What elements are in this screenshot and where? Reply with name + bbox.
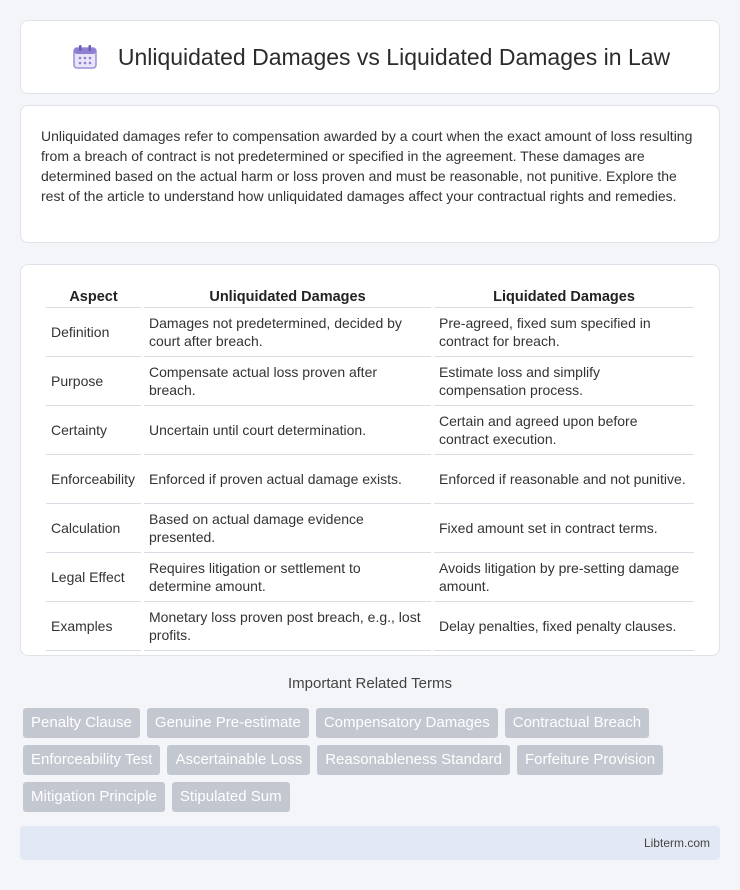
header-unliquidated: Unliquidated Damages xyxy=(144,283,431,308)
tag-enforceability-test[interactable]: Enforceability Test xyxy=(23,745,160,775)
footer xyxy=(20,826,720,860)
intro-text: Unliquidated damages refer to compensation awarded by a court when the exact amount of loss resulting from a breach of contract is not predetermined or specified in the agreement. These damages are determined based on the actual harm or loss proven and must be reasonable, not punitive. Explore the rest of the article to understand how unliquidated damages affect your contractual rights and remedies. xyxy=(41,128,693,204)
unliquidated-cell: Based on actual damage evidence presented. xyxy=(144,504,431,553)
liquidated-cell: Pre-agreed, fixed sum specified in contract for breach. xyxy=(434,308,694,357)
table-row xyxy=(46,602,694,651)
unliquidated-cell: Uncertain until court determination. xyxy=(144,406,431,455)
tag-compensatory-damages[interactable]: Compensatory Damages xyxy=(316,708,498,738)
calendar-icon xyxy=(70,42,100,72)
related-terms-tags xyxy=(23,708,723,812)
page-title: Unliquidated Damages vs Liquidated Damages in Law xyxy=(117,43,671,70)
liquidated-cell: Certain and agreed upon before contract execution. xyxy=(434,406,694,455)
unliquidated-cell: Compensate actual loss proven after breach. xyxy=(144,357,431,406)
aspect-cell: Purpose xyxy=(46,357,141,406)
aspect-cell: Calculation xyxy=(46,504,141,553)
aspect-cell: Legal Effect xyxy=(46,553,141,602)
table-row xyxy=(46,308,694,357)
related-terms-heading: Important Related Terms xyxy=(288,675,452,692)
tag-forfeiture-provision[interactable]: Forfeiture Provision xyxy=(517,745,663,775)
table-header-row xyxy=(46,283,694,308)
tag-penalty-clause[interactable]: Penalty Clause xyxy=(23,708,140,738)
unliquidated-cell: Damages not predetermined, decided by court after breach. xyxy=(144,308,431,357)
tag-reasonableness-standard[interactable]: Reasonableness Standard xyxy=(317,745,510,775)
tag-stipulated-sum[interactable]: Stipulated Sum xyxy=(172,782,290,812)
header-aspect: Aspect xyxy=(46,283,141,308)
comparison-table xyxy=(43,283,697,651)
liquidated-cell: Estimate loss and simplify compensation process. xyxy=(434,357,694,406)
table-row xyxy=(46,553,694,602)
tag-ascertainable-loss[interactable]: Ascertainable Loss xyxy=(167,745,310,775)
liquidated-cell: Delay penalties, fixed penalty clauses. xyxy=(434,602,694,651)
aspect-cell: Enforceability xyxy=(46,455,141,504)
liquidated-cell: Avoids litigation by pre-setting damage amount. xyxy=(434,553,694,602)
aspect-cell: Certainty xyxy=(46,406,141,455)
header-liquidated: Liquidated Damages xyxy=(434,283,694,308)
comparison-table-card xyxy=(20,264,720,656)
footer-brand-link[interactable]: Libterm.com xyxy=(643,836,710,850)
intro-card xyxy=(20,105,720,243)
tag-genuine-pre-estimate[interactable]: Genuine Pre-estimate xyxy=(147,708,309,738)
unliquidated-cell: Enforced if proven actual damage exists. xyxy=(144,455,431,504)
tag-mitigation-principle[interactable]: Mitigation Principle xyxy=(23,782,165,812)
title-card xyxy=(20,20,720,94)
aspect-cell: Examples xyxy=(46,602,141,651)
table-row xyxy=(46,406,694,455)
table-row xyxy=(46,504,694,553)
unliquidated-cell: Monetary loss proven post breach, e.g., lost profits. xyxy=(144,602,431,651)
tag-contractual-breach[interactable]: Contractual Breach xyxy=(505,708,649,738)
table-row xyxy=(46,357,694,406)
table-row xyxy=(46,455,694,504)
liquidated-cell: Fixed amount set in contract terms. xyxy=(434,504,694,553)
aspect-cell: Definition xyxy=(46,308,141,357)
unliquidated-cell: Requires litigation or settlement to determine amount. xyxy=(144,553,431,602)
liquidated-cell: Enforced if reasonable and not punitive. xyxy=(434,455,694,504)
